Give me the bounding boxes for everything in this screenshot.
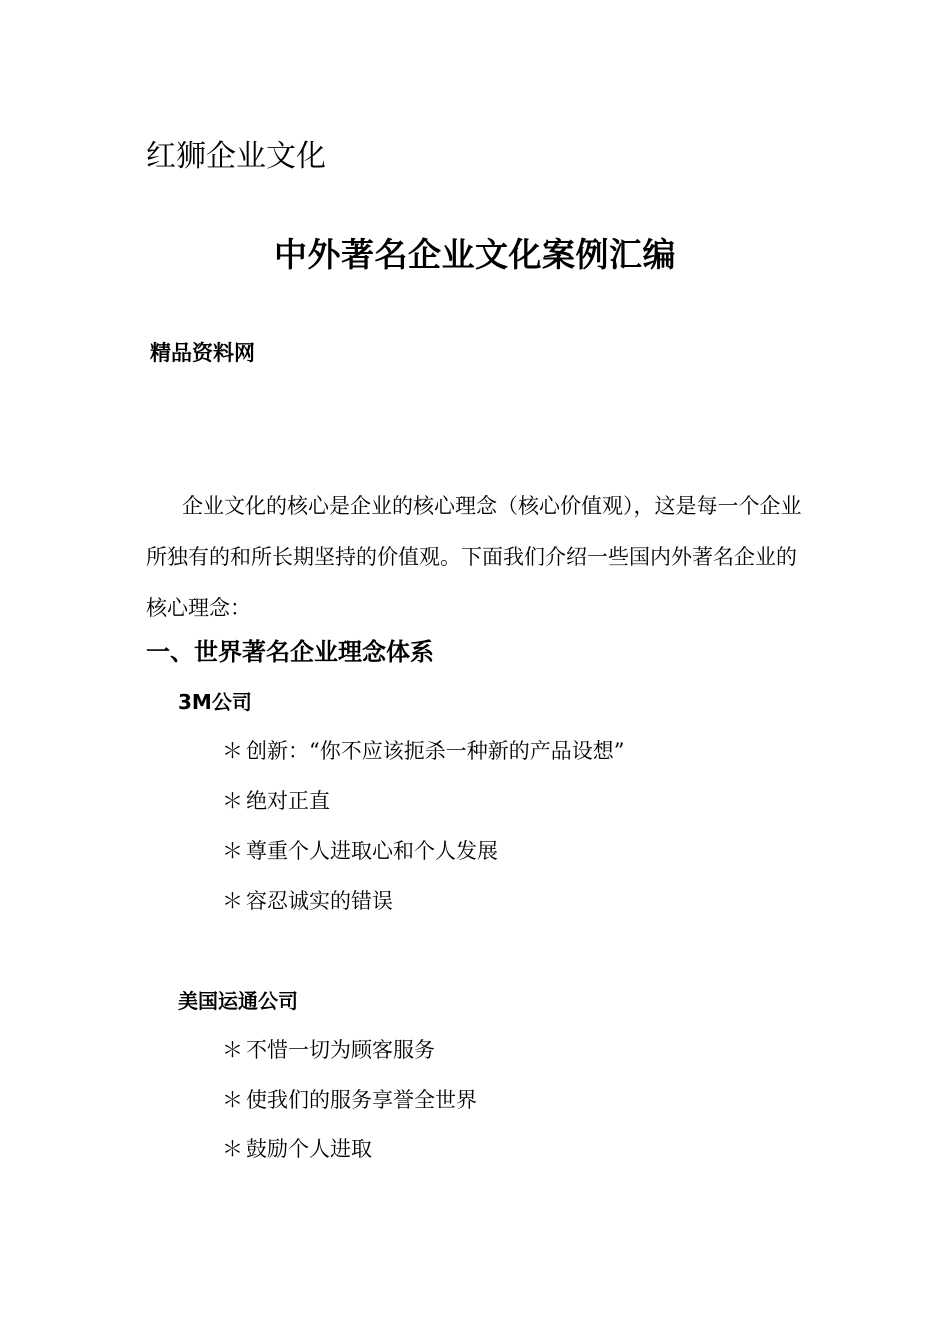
bullet-icon: ＊: [222, 1088, 243, 1112]
bullet-icon: ＊: [222, 1038, 243, 1062]
bullet-icon: ＊: [222, 1137, 243, 1161]
company-name-amex: 美国运通公司: [178, 989, 298, 1013]
list-item: [222, 785, 330, 815]
list-item: [222, 885, 393, 915]
list-item-text: 不惜一切为顾客服务: [246, 1038, 435, 1062]
list-item: [222, 735, 624, 765]
intro-paragraph: [146, 481, 810, 634]
list-item: [222, 1084, 477, 1114]
list-item-text: 容忍诚实的错误: [246, 889, 393, 913]
company-name-3m: 3M公司: [178, 690, 252, 714]
bullet-icon: ＊: [222, 889, 243, 913]
list-item-text: 绝对正直: [246, 789, 330, 813]
bullet-icon: ＊: [222, 789, 243, 813]
list-item-text: 创新：“你不应该扼杀一种新的产品设想”: [246, 739, 625, 763]
source-label: 精品资料网: [150, 341, 255, 365]
list-item-text: 鼓励个人进取: [246, 1137, 372, 1161]
list-item: [222, 1034, 435, 1064]
list-item: [222, 835, 498, 865]
header-title: 红狮企业文化: [146, 139, 326, 174]
list-item-text: 使我们的服务享誉全世界: [246, 1088, 477, 1112]
document-title: 中外著名企业文化案例汇编: [274, 235, 676, 274]
bullet-icon: ＊: [222, 839, 243, 863]
list-item: [222, 1133, 372, 1163]
bullet-icon: ＊: [222, 739, 243, 763]
section-heading: 一、世界著名企业理念体系: [146, 638, 434, 666]
list-item-text: 尊重个人进取心和个人发展: [246, 839, 498, 863]
intro-text: 企业文化的核心是企业的核心理念（核心价值观），这是每一个企业所独有的和所长期坚持的价值观。下面我们介绍一些国内外著名企业的核心理念：: [146, 494, 802, 620]
